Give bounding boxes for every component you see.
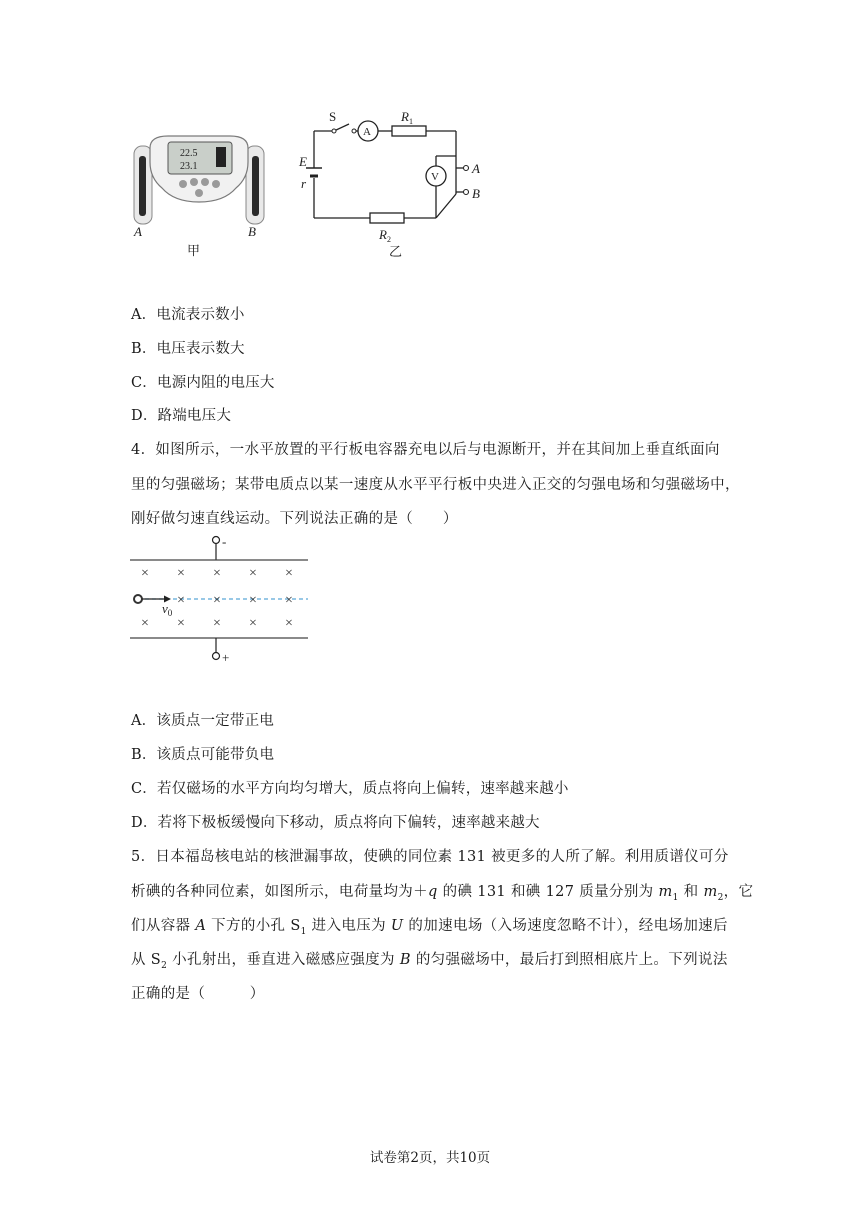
- svg-text:×: ×: [249, 616, 257, 631]
- terminal-a-label: A: [472, 161, 480, 176]
- caption-jia: 甲: [187, 244, 201, 259]
- svg-text:×: ×: [213, 566, 221, 581]
- svg-text:×: ×: [285, 593, 293, 608]
- q5-line-5: 正确的是（ ）: [131, 986, 265, 1002]
- device-button-icon: [201, 178, 209, 186]
- voltmeter-label: V: [431, 171, 439, 183]
- device-button-icon: [212, 180, 220, 188]
- r1-label: $R_1$: [401, 109, 413, 126]
- figure-device: [128, 128, 278, 243]
- svg-text:×: ×: [177, 616, 185, 631]
- device-left-electrode: [139, 156, 146, 216]
- switch-contact-icon: [352, 129, 356, 133]
- device-button-icon: [190, 178, 198, 186]
- q3-option-d: D．路端电压大: [131, 408, 232, 424]
- svg-text:×: ×: [177, 566, 185, 581]
- q4-line-1: 4．如图所示，一水平放置的平行板电容器充电以后与电源断开，并在其间加上垂直纸面向: [131, 442, 720, 458]
- switch-label: S: [329, 109, 337, 124]
- emf-label: E: [299, 154, 307, 169]
- svg-text:×: ×: [249, 566, 257, 581]
- svg-text:×: ×: [141, 566, 149, 581]
- figure-capacitor: [128, 530, 318, 670]
- svg-text:×: ×: [141, 616, 149, 631]
- q4-option-b: B．该质点可能带负电: [131, 747, 275, 763]
- terminal-a-icon: [464, 166, 469, 171]
- svg-text:×: ×: [249, 593, 257, 608]
- q4-option-d: D．若将下极板缓慢向下移动，质点将向下偏转，速率越来越大: [131, 815, 540, 831]
- top-terminal-sign: -: [222, 534, 227, 549]
- terminal-b-label: B: [472, 186, 480, 201]
- r2-label: $R_2$: [379, 227, 391, 244]
- device-display-icon: [216, 147, 226, 167]
- q4-line-3: 刚好做匀速直线运动。下列说法正确的是（ ）: [131, 511, 458, 527]
- q3-option-b: B．电压表示数大: [131, 341, 245, 357]
- q5-line-1: 5．日本福岛核电站的核泄漏事故，使碘的同位素 131 被更多的人所了解。利用质谱仪可分: [131, 849, 729, 865]
- page-footer: 试卷第2页，共10页: [369, 1150, 491, 1166]
- particle-icon: [134, 595, 142, 603]
- svg-text:×: ×: [285, 566, 293, 581]
- svg-text:×: ×: [213, 593, 221, 608]
- ammeter-label: A: [363, 126, 371, 138]
- terminal-b-icon: [464, 190, 469, 195]
- device-label-b: B: [248, 224, 256, 239]
- svg-text:×: ×: [177, 593, 185, 608]
- q5-line-2: 析碘的各种同位素，如图所示，电荷量均为＋q 的碘 131 和碘 127 质量分别为 $m_1$ 和 $m_2$，它: [131, 884, 754, 903]
- figure-circuit: [296, 106, 496, 248]
- device-button-icon: [195, 189, 203, 197]
- device-display-2: 23.1: [180, 161, 198, 172]
- bottom-terminal-icon: [213, 653, 220, 660]
- q5-line-4: 从 $S_2$ 小孔射出，垂直进入磁感应强度为 B 的匀强磁场中，最后打到照相底片上。下列说法: [131, 952, 728, 971]
- velocity-label: $v_0$: [162, 601, 173, 618]
- device-button-icon: [179, 180, 187, 188]
- q3-option-a: A．电流表示数小: [131, 307, 245, 323]
- switch-contact-icon: [332, 129, 336, 133]
- device-label-a: A: [134, 224, 142, 239]
- q3-option-c: C．电源内阻的电压大: [131, 375, 275, 391]
- caption-yi: 乙: [389, 245, 403, 260]
- q5-line-3: 们从容器 A 下方的小孔 $S_1$ 进入电压为 U 的加速电场（入场速度忽略不计），经电场加速后: [131, 918, 728, 937]
- top-terminal-icon: [213, 537, 220, 544]
- bottom-terminal-sign: +: [222, 650, 230, 665]
- svg-text:×: ×: [213, 616, 221, 631]
- q4-line-2: 里的匀强磁场；某带电质点以某一速度从水平平行板中央进入正交的匀强电场和匀强磁场中，: [131, 477, 740, 493]
- q4-option-a: A．该质点一定带正电: [131, 713, 274, 729]
- q4-option-c: C．若仅磁场的水平方向均匀增大，质点将向上偏转，速率越来越小: [131, 781, 569, 797]
- internal-r-label: r: [301, 176, 307, 191]
- svg-text:×: ×: [285, 616, 293, 631]
- device-right-electrode: [252, 156, 259, 216]
- device-display-1: 22.5: [180, 148, 198, 159]
